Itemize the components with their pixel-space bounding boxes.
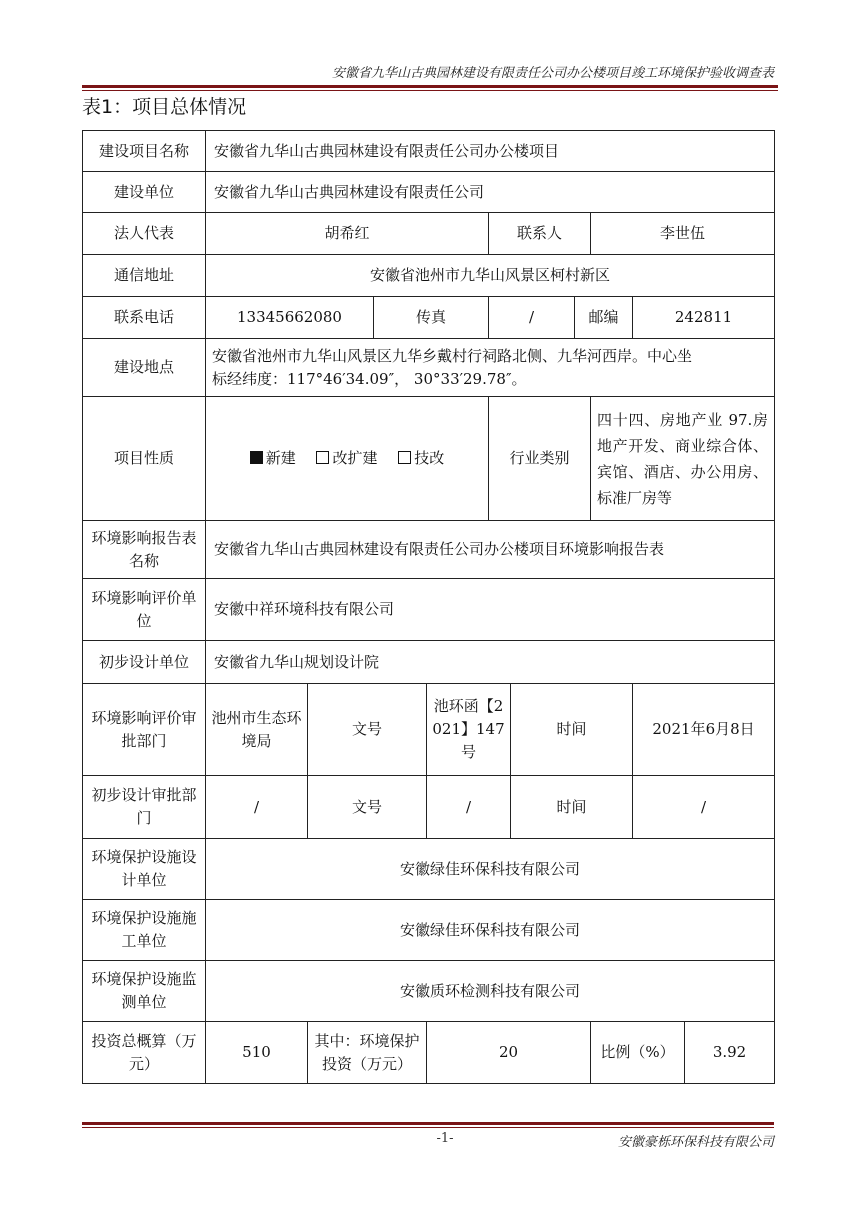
value-project-name: 安徽省九华山古典园林建设有限责任公司办公楼项目 (206, 131, 775, 172)
value-design-dept: / (206, 776, 308, 839)
value-builder: 安徽省九华山古典园林建设有限责任公司 (206, 172, 775, 213)
checked-box-icon (250, 451, 263, 464)
label-project-name: 建设项目名称 (83, 131, 206, 172)
row-env-monitor-unit (83, 961, 775, 1022)
project-overview-table (82, 130, 775, 1084)
value-postcode: 242811 (633, 297, 775, 339)
label-env-design-unit: 环境保护设施设计单位 (83, 839, 206, 900)
page-number: -1- (436, 1131, 454, 1146)
label-contact: 联系人 (489, 213, 591, 255)
row-design-approval (83, 776, 775, 839)
label-design-doc: 文号 (308, 776, 427, 839)
value-fax: / (489, 297, 575, 339)
value-eia-time: 2021年6月8日 (633, 684, 775, 776)
value-design-time: / (633, 776, 775, 839)
value-design-doc: / (427, 776, 511, 839)
label-investment: 投资总概算（万元） (83, 1022, 206, 1084)
label-design-unit: 初步设计单位 (83, 641, 206, 684)
value-env-monitor-unit: 安徽质环检测科技有限公司 (206, 961, 775, 1022)
value-env-design-unit: 安徽绿佳环保科技有限公司 (206, 839, 775, 900)
header-rule-thick (82, 85, 778, 88)
label-location: 建设地点 (83, 339, 206, 397)
label-legal-rep: 法人代表 (83, 213, 206, 255)
row-design-unit (83, 641, 775, 684)
row-address (83, 255, 775, 297)
value-env-construct-unit: 安徽绿佳环保科技有限公司 (206, 900, 775, 961)
row-env-design-unit (83, 839, 775, 900)
location-line-2: 标经纬度：117°46′34.09″， 30°33′29.78″。 (212, 369, 527, 388)
row-project-name (83, 131, 775, 172)
row-investment (83, 1022, 775, 1084)
label-phone: 联系电话 (83, 297, 206, 339)
value-contact: 李世伍 (591, 213, 775, 255)
value-eia-unit: 安徽中祥环境科技有限公司 (206, 579, 775, 641)
label-builder: 建设单位 (83, 172, 206, 213)
label-design-time: 时间 (511, 776, 633, 839)
row-phone (83, 297, 775, 339)
footer-rule-thin (82, 1127, 774, 1128)
label-eia-doc: 文号 (308, 684, 427, 776)
option-tech: 技改 (398, 449, 444, 467)
label-eia-approval: 环境影响评价审批部门 (83, 684, 206, 776)
value-eia-dept: 池州市生态环境局 (206, 684, 308, 776)
header-rule-thin (82, 90, 778, 91)
label-fax: 传真 (374, 297, 489, 339)
value-address: 安徽省池州市九华山风景区柯村新区 (206, 255, 775, 297)
label-eia-time: 时间 (511, 684, 633, 776)
value-legal-rep: 胡希红 (206, 213, 489, 255)
label-env-investment: 其中：环境保护投资（万元） (308, 1022, 427, 1084)
footer-company: 安徽豪栎环保科技有限公司 (617, 1135, 774, 1150)
label-address: 通信地址 (83, 255, 206, 297)
value-ratio: 3.92 (685, 1022, 775, 1084)
location-line-1: 安徽省池州市九华山风景区九华乡戴村行祠路北侧、九华河西岸。中心坐 (212, 346, 693, 365)
label-env-monitor-unit: 环境保护设施监测单位 (83, 961, 206, 1022)
label-industry: 行业类别 (489, 397, 591, 521)
option-expand: 改扩建 (316, 449, 377, 467)
unchecked-box-icon (316, 451, 329, 464)
option-new: 新建 (250, 449, 296, 467)
row-eia-approval (83, 684, 775, 776)
unchecked-box-icon (398, 451, 411, 464)
value-industry: 四十四、房地产业 97.房地产开发、商业综合体、宾馆、酒店、办公用房、标准厂房等 (591, 397, 775, 521)
value-env-investment: 20 (427, 1022, 591, 1084)
row-location (83, 339, 775, 397)
label-eia-report: 环境影响报告表名称 (83, 521, 206, 579)
footer-rule-thick (82, 1122, 774, 1125)
label-nature: 项目性质 (83, 397, 206, 521)
running-header: 安徽省九华山古典园林建设有限责任公司办公楼项目竣工环境保护验收调查表 (331, 66, 774, 81)
value-eia-report: 安徽省九华山古典园林建设有限责任公司办公楼项目环境影响报告表 (206, 521, 775, 579)
label-postcode: 邮编 (575, 297, 633, 339)
label-design-approval: 初步设计审批部门 (83, 776, 206, 839)
label-eia-unit: 环境影响评价单位 (83, 579, 206, 641)
value-phone: 13345662080 (206, 297, 374, 339)
row-builder (83, 172, 775, 213)
row-nature (83, 397, 775, 521)
row-legal-rep (83, 213, 775, 255)
label-env-construct-unit: 环境保护设施施工单位 (83, 900, 206, 961)
row-eia-unit (83, 579, 775, 641)
section-title: 表1：项目总体情况 (82, 96, 247, 118)
value-eia-doc: 池环函【2021】147号 (427, 684, 511, 776)
value-location (206, 339, 775, 397)
label-ratio: 比例（%） (591, 1022, 685, 1084)
value-design-unit: 安徽省九华山规划设计院 (206, 641, 775, 684)
value-nature-options (206, 397, 489, 521)
value-investment: 510 (206, 1022, 308, 1084)
row-env-construct-unit (83, 900, 775, 961)
row-eia-report (83, 521, 775, 579)
